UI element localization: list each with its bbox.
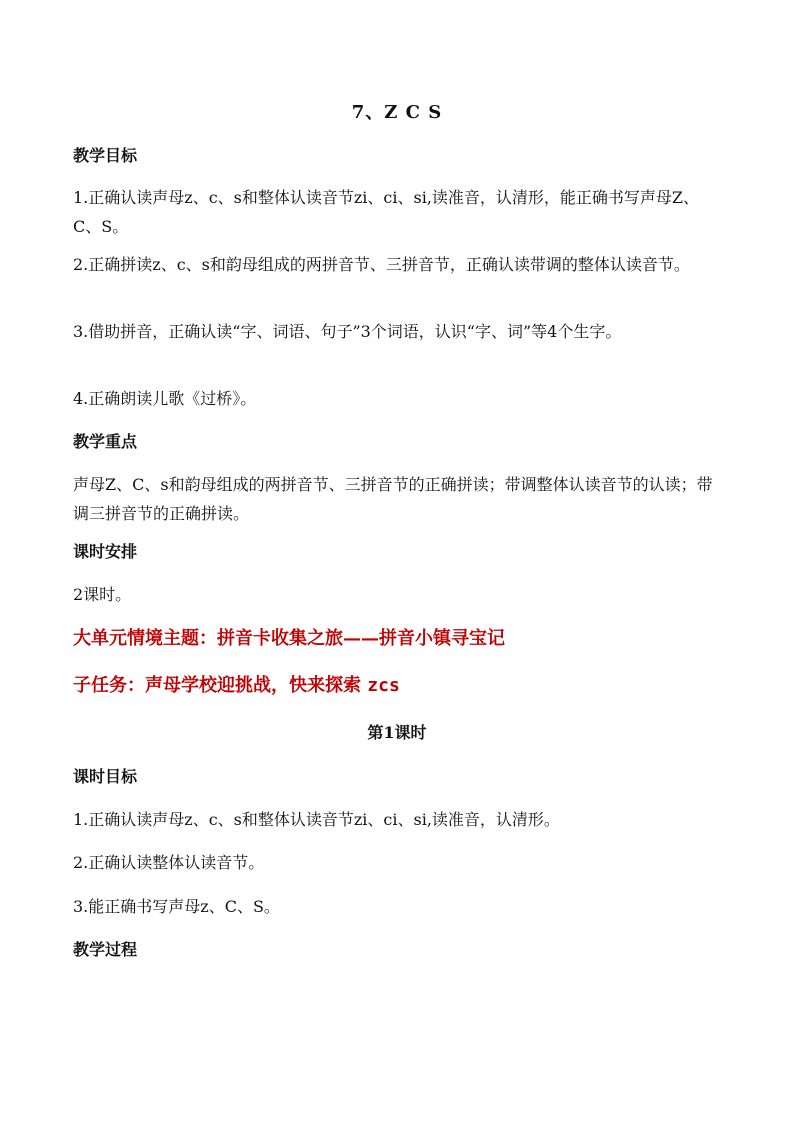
lesson-title: 第1课时	[367, 723, 427, 742]
heading-schedule: 课时安排	[73, 542, 138, 561]
subtask-code: zcs	[367, 675, 400, 696]
lesson-goal-3: 3.能正确书写声母z、C、S。	[73, 897, 280, 916]
heading-key-points: 教学重点	[73, 432, 138, 451]
goal-item-3: 3.借助拼音，正确认读“字、词语、句子”3个词语，认识“字、词”等4个生字。	[73, 322, 622, 341]
goal-item-2: 2.正确拼读z、c、s和韵母组成的两拼音节、三拼音节，正确认读带调的整体认读音节。	[73, 255, 690, 274]
lesson-goal-1: 1.正确认读声母z、c、s和整体认读音节zi、ci、si,读准音，认清形。	[73, 810, 560, 829]
heading-teaching-process: 教学过程	[73, 940, 138, 959]
unit-theme: 大单元情境主题：拼音卡收集之旅——拼音小镇寻宝记	[73, 628, 505, 649]
lesson-goal-2: 2.正确认读整体认读音节。	[73, 853, 265, 872]
schedule-text: 2课时。	[73, 585, 132, 604]
goal-item-4: 4.正确朗读儿歌《过桥》。	[73, 389, 257, 408]
heading-lesson-goals: 课时目标	[73, 767, 138, 786]
goal-item-1: 1.正确认读声母z、c、s和整体认读音节zi、ci、si,读准音，认清形，能正确书写声母Z、C、S。	[73, 188, 700, 236]
heading-teaching-goals: 教学目标	[73, 146, 138, 165]
subtask-prefix: 子任务：声母学校迎挑战，快来探索	[73, 675, 368, 696]
key-points-text: 声母Z、C、s和韵母组成的两拼音节、三拼音节的正确拼读；带调整体认读音节的认读；带调三拼音节的正确拼读。	[73, 475, 713, 523]
page-title: 7、Z C S	[351, 102, 443, 123]
subtask-line	[73, 671, 723, 700]
